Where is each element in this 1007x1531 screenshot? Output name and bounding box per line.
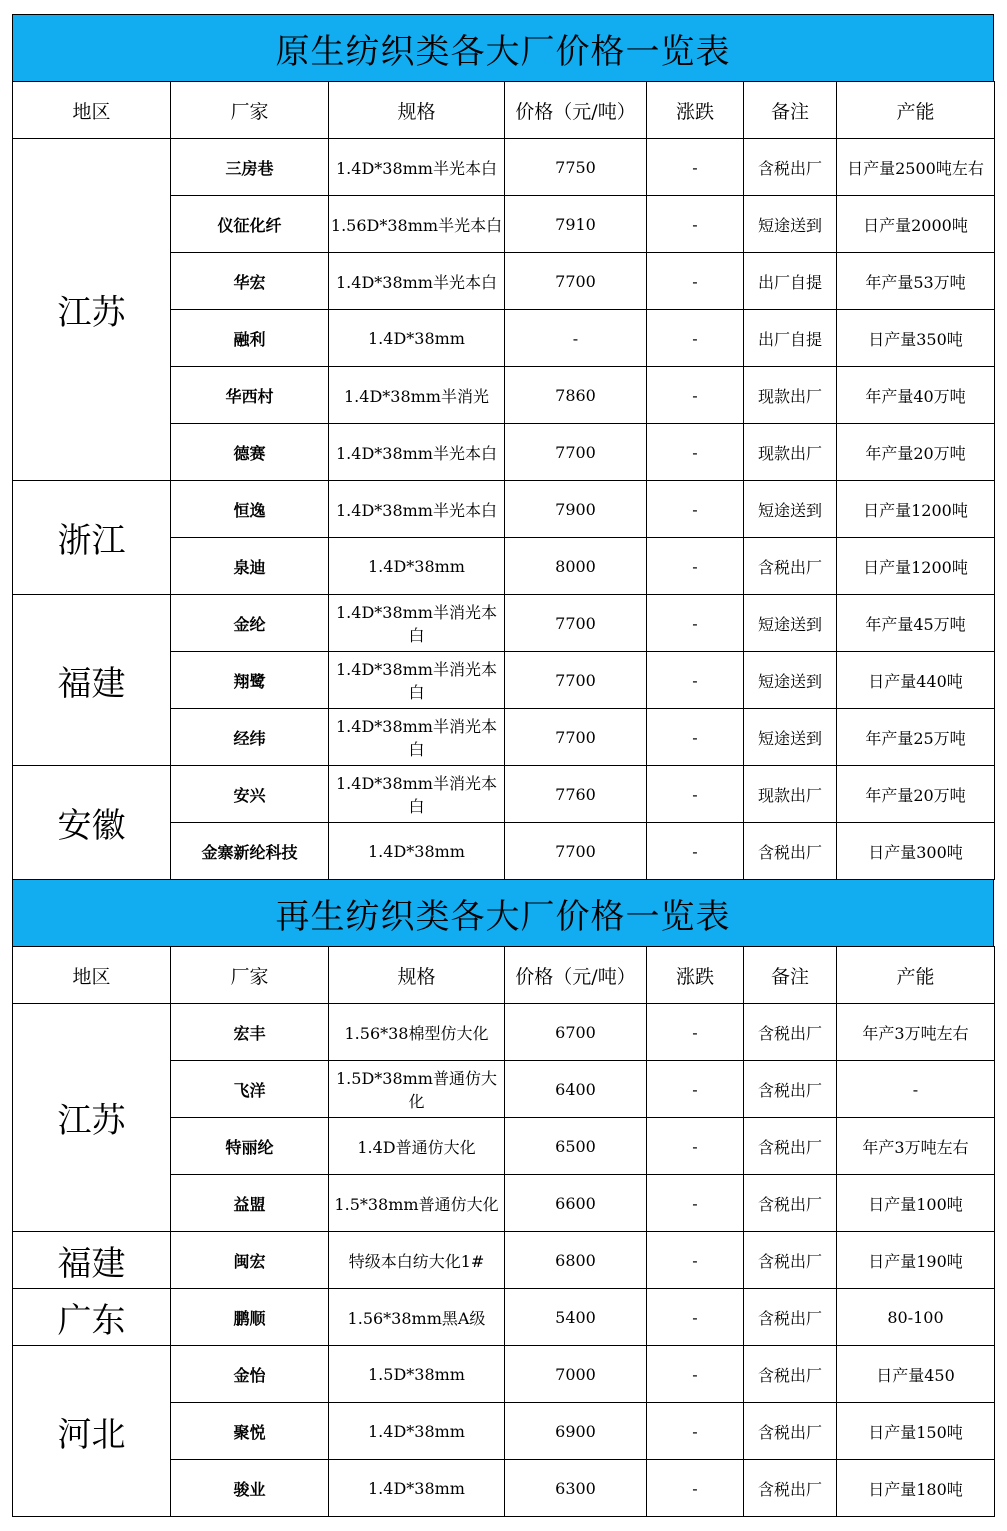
price-cell: 7760 — [505, 766, 647, 823]
spec-cell: 1.4D*38mm半消光 — [329, 367, 505, 424]
manufacturer-cell: 华西村 — [171, 367, 329, 424]
price-cell: 7860 — [505, 367, 647, 424]
remark-cell: 短途送到 — [744, 481, 837, 538]
column-header: 厂家 — [171, 947, 329, 1004]
spec-cell: 1.56*38mm黑A级 — [329, 1289, 505, 1346]
manufacturer-cell: 德赛 — [171, 424, 329, 481]
remark-cell: 现款出厂 — [744, 424, 837, 481]
price-cell: 7700 — [505, 253, 647, 310]
price-cell: 5400 — [505, 1289, 647, 1346]
spec-cell: 1.4D*38mm半光本白 — [329, 424, 505, 481]
capacity-cell: 80-100 — [837, 1289, 995, 1346]
change-cell: - — [647, 823, 744, 880]
spec-cell: 1.4D*38mm半光本白 — [329, 481, 505, 538]
table-title: 再生纺织类各大厂价格一览表 — [12, 879, 994, 947]
remark-cell: 含税出厂 — [744, 1004, 837, 1061]
change-cell: - — [647, 1232, 744, 1289]
change-cell: - — [647, 1175, 744, 1232]
region-cell: 浙江 — [13, 481, 171, 595]
table-title: 原生纺织类各大厂价格一览表 — [12, 14, 994, 82]
capacity-cell: 日产量180吨 — [837, 1460, 995, 1517]
change-cell: - — [647, 367, 744, 424]
price-cell: 6400 — [505, 1061, 647, 1118]
remark-cell: 出厂自提 — [744, 310, 837, 367]
capacity-cell: 年产量53万吨 — [837, 253, 995, 310]
table-row — [13, 481, 995, 538]
capacity-cell: 日产量440吨 — [837, 652, 995, 709]
column-header: 规格 — [329, 82, 505, 139]
manufacturer-cell: 金寨新纶科技 — [171, 823, 329, 880]
header-row — [13, 82, 995, 139]
remark-cell: 含税出厂 — [744, 1118, 837, 1175]
column-header: 规格 — [329, 947, 505, 1004]
manufacturer-cell: 翔鹭 — [171, 652, 329, 709]
remark-cell: 现款出厂 — [744, 766, 837, 823]
remark-cell: 含税出厂 — [744, 538, 837, 595]
remark-cell: 含税出厂 — [744, 1061, 837, 1118]
capacity-cell: 年产量45万吨 — [837, 595, 995, 652]
manufacturer-cell: 闽宏 — [171, 1232, 329, 1289]
manufacturer-cell: 金纶 — [171, 595, 329, 652]
column-header: 产能 — [837, 82, 995, 139]
manufacturer-cell: 三房巷 — [171, 139, 329, 196]
remark-cell: 含税出厂 — [744, 1289, 837, 1346]
remark-cell: 含税出厂 — [744, 823, 837, 880]
manufacturer-cell: 飞洋 — [171, 1061, 329, 1118]
column-header: 备注 — [744, 947, 837, 1004]
price-cell: 7910 — [505, 196, 647, 253]
capacity-cell: 年产量20万吨 — [837, 424, 995, 481]
price-cell: 7700 — [505, 823, 647, 880]
region-cell: 河北 — [13, 1346, 171, 1517]
header-row — [13, 947, 995, 1004]
column-header: 地区 — [13, 947, 171, 1004]
price-cell: 7700 — [505, 595, 647, 652]
price-cell: 7750 — [505, 139, 647, 196]
change-cell: - — [647, 196, 744, 253]
change-cell: - — [647, 1403, 744, 1460]
manufacturer-cell: 华宏 — [171, 253, 329, 310]
capacity-cell: - — [837, 1061, 995, 1118]
region-cell: 江苏 — [13, 1004, 171, 1232]
price-cell: 7000 — [505, 1346, 647, 1403]
change-cell: - — [647, 1346, 744, 1403]
table-row — [13, 1232, 995, 1289]
spec-cell: 1.4D*38mm — [329, 538, 505, 595]
remark-cell: 出厂自提 — [744, 253, 837, 310]
price-cell: 6800 — [505, 1232, 647, 1289]
spec-cell: 1.56D*38mm半光本白 — [329, 196, 505, 253]
column-header: 厂家 — [171, 82, 329, 139]
price-cell: 8000 — [505, 538, 647, 595]
change-cell: - — [647, 709, 744, 766]
spec-cell: 1.4D*38mm半消光本白 — [329, 709, 505, 766]
column-header: 产能 — [837, 947, 995, 1004]
spec-cell: 1.4D*38mm — [329, 823, 505, 880]
capacity-cell: 日产量150吨 — [837, 1403, 995, 1460]
spec-cell: 1.4D*38mm半消光本白 — [329, 595, 505, 652]
change-cell: - — [647, 481, 744, 538]
remark-cell: 含税出厂 — [744, 139, 837, 196]
price-cell: - — [505, 310, 647, 367]
column-header: 备注 — [744, 82, 837, 139]
manufacturer-cell: 特丽纶 — [171, 1118, 329, 1175]
change-cell: - — [647, 595, 744, 652]
manufacturer-cell: 泉迪 — [171, 538, 329, 595]
change-cell: - — [647, 139, 744, 196]
capacity-cell: 日产量350吨 — [837, 310, 995, 367]
capacity-cell: 日产量190吨 — [837, 1232, 995, 1289]
price-cell: 6300 — [505, 1460, 647, 1517]
capacity-cell: 年产量20万吨 — [837, 766, 995, 823]
price-cell: 7700 — [505, 652, 647, 709]
table-row — [13, 766, 995, 823]
price-cell: 7700 — [505, 709, 647, 766]
change-cell: - — [647, 253, 744, 310]
price-sheet — [12, 14, 994, 1517]
spec-cell: 1.4D*38mm半消光本白 — [329, 766, 505, 823]
capacity-cell: 日产量1200吨 — [837, 481, 995, 538]
remark-cell: 短途送到 — [744, 595, 837, 652]
table-row — [13, 1004, 995, 1061]
manufacturer-cell: 金怡 — [171, 1346, 329, 1403]
column-header: 价格（元/吨） — [505, 82, 647, 139]
table-row — [13, 595, 995, 652]
remark-cell: 含税出厂 — [744, 1346, 837, 1403]
remark-cell: 短途送到 — [744, 709, 837, 766]
manufacturer-cell: 宏丰 — [171, 1004, 329, 1061]
price-cell: 6600 — [505, 1175, 647, 1232]
price-cell: 6500 — [505, 1118, 647, 1175]
spec-cell: 1.4D*38mm — [329, 1403, 505, 1460]
price-cell: 7700 — [505, 424, 647, 481]
manufacturer-cell: 融利 — [171, 310, 329, 367]
manufacturer-cell: 骏业 — [171, 1460, 329, 1517]
column-header: 涨跌 — [647, 82, 744, 139]
spec-cell: 1.4D*38mm半光本白 — [329, 253, 505, 310]
capacity-cell: 日产量450 — [837, 1346, 995, 1403]
capacity-cell: 日产量2500吨左右 — [837, 139, 995, 196]
change-cell: - — [647, 424, 744, 481]
remark-cell: 含税出厂 — [744, 1460, 837, 1517]
capacity-cell: 日产量300吨 — [837, 823, 995, 880]
capacity-cell: 日产量100吨 — [837, 1175, 995, 1232]
region-cell: 江苏 — [13, 139, 171, 481]
price-cell: 7900 — [505, 481, 647, 538]
spec-cell: 1.56*38棉型仿大化 — [329, 1004, 505, 1061]
price-table — [12, 81, 995, 880]
remark-cell: 短途送到 — [744, 196, 837, 253]
manufacturer-cell: 聚悦 — [171, 1403, 329, 1460]
spec-cell: 1.5D*38mm普通仿大化 — [329, 1061, 505, 1118]
change-cell: - — [647, 1118, 744, 1175]
remark-cell: 含税出厂 — [744, 1175, 837, 1232]
column-header: 价格（元/吨） — [505, 947, 647, 1004]
column-header: 涨跌 — [647, 947, 744, 1004]
manufacturer-cell: 鹏顺 — [171, 1289, 329, 1346]
spec-cell: 1.5*38mm普通仿大化 — [329, 1175, 505, 1232]
remark-cell: 短途送到 — [744, 652, 837, 709]
change-cell: - — [647, 1004, 744, 1061]
price-cell: 6900 — [505, 1403, 647, 1460]
table-row — [13, 139, 995, 196]
change-cell: - — [647, 766, 744, 823]
remark-cell: 含税出厂 — [744, 1403, 837, 1460]
manufacturer-cell: 经纬 — [171, 709, 329, 766]
spec-cell: 1.4D*38mm半消光本白 — [329, 652, 505, 709]
spec-cell: 1.5D*38mm — [329, 1346, 505, 1403]
region-cell: 安徽 — [13, 766, 171, 880]
capacity-cell: 年产3万吨左右 — [837, 1118, 995, 1175]
capacity-cell: 年产量25万吨 — [837, 709, 995, 766]
region-cell: 广东 — [13, 1289, 171, 1346]
spec-cell: 1.4D*38mm — [329, 1460, 505, 1517]
column-header: 地区 — [13, 82, 171, 139]
table-row — [13, 1346, 995, 1403]
capacity-cell: 年产量40万吨 — [837, 367, 995, 424]
manufacturer-cell: 恒逸 — [171, 481, 329, 538]
remark-cell: 现款出厂 — [744, 367, 837, 424]
capacity-cell: 年产3万吨左右 — [837, 1004, 995, 1061]
spec-cell: 1.4D普通仿大化 — [329, 1118, 505, 1175]
change-cell: - — [647, 1460, 744, 1517]
spec-cell: 特级本白纺大化1# — [329, 1232, 505, 1289]
change-cell: - — [647, 1289, 744, 1346]
remark-cell: 含税出厂 — [744, 1232, 837, 1289]
price-cell: 6700 — [505, 1004, 647, 1061]
change-cell: - — [647, 652, 744, 709]
region-cell: 福建 — [13, 595, 171, 766]
change-cell: - — [647, 1061, 744, 1118]
price-table — [12, 946, 995, 1517]
capacity-cell: 日产量2000吨 — [837, 196, 995, 253]
spec-cell: 1.4D*38mm — [329, 310, 505, 367]
spec-cell: 1.4D*38mm半光本白 — [329, 139, 505, 196]
manufacturer-cell: 安兴 — [171, 766, 329, 823]
table-row — [13, 1289, 995, 1346]
change-cell: - — [647, 310, 744, 367]
manufacturer-cell: 益盟 — [171, 1175, 329, 1232]
region-cell: 福建 — [13, 1232, 171, 1289]
change-cell: - — [647, 538, 744, 595]
manufacturer-cell: 仪征化纤 — [171, 196, 329, 253]
capacity-cell: 日产量1200吨 — [837, 538, 995, 595]
